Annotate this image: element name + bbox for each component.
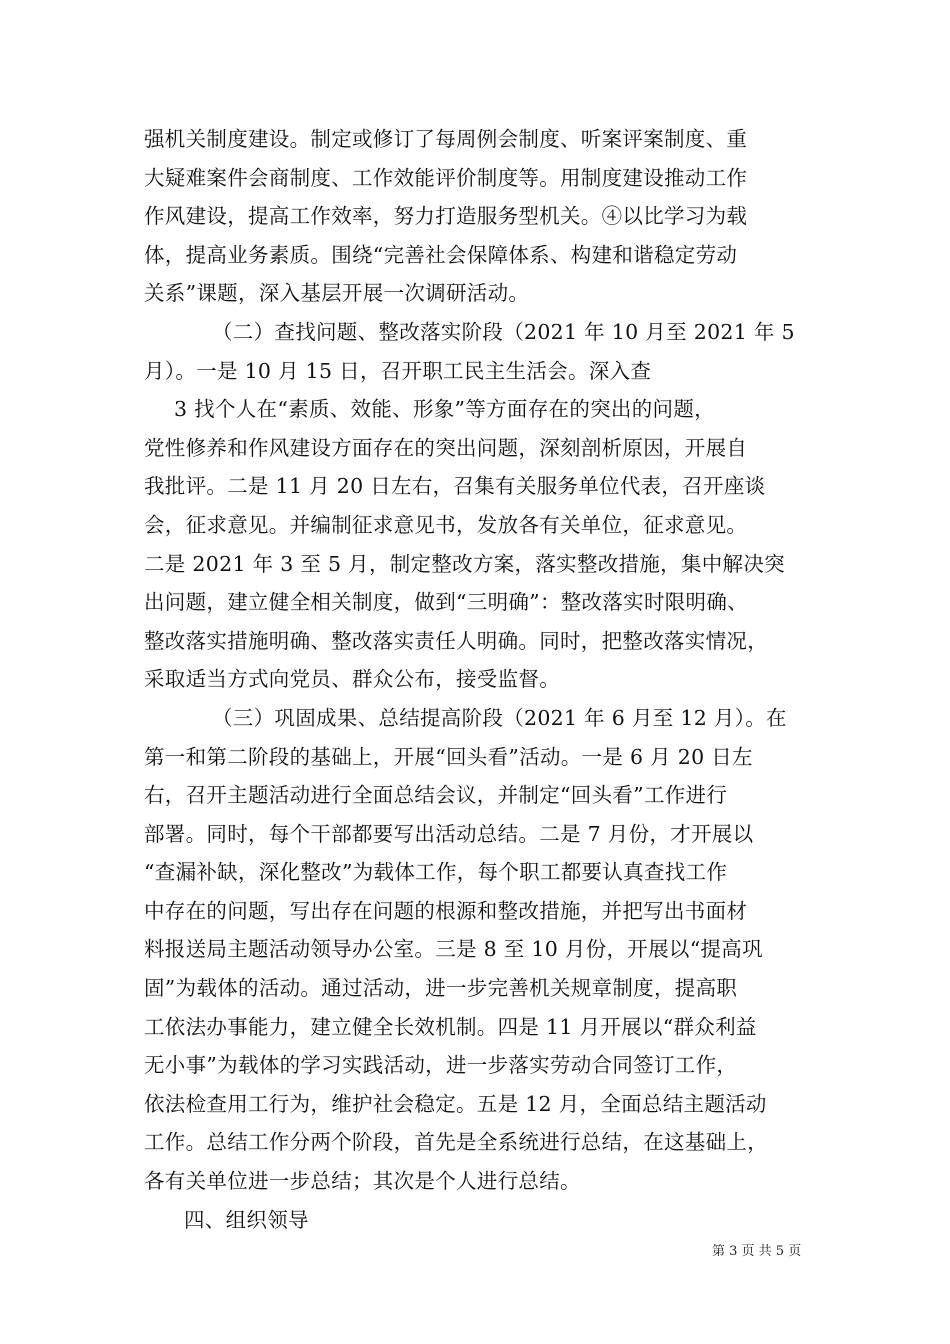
- body-line-13: 出问题，建立健全相关制度，做到“三明确”：整改落实时限明确、: [144, 590, 748, 615]
- body-line-14: 整改落实措施明确、整改落实责任人明确。同时，把整改落实情况，: [144, 628, 768, 653]
- body-line-12: 二是 2021 年 3 至 5 月，制定整改方案，落实整改措施，集中解决突: [144, 551, 785, 576]
- body-line-18: 右，召开主题活动进行全面总结会议，并制定“回头看”工作进行: [144, 783, 728, 808]
- body-line-24: 工依法办事能力，建立健全长效机制。四是 11 月开展以“群众利益: [144, 1014, 757, 1039]
- body-line-7: 月）。一是 10 月 15 日，召开职工民主生活会。深入查: [144, 358, 652, 383]
- body-line-1: 强机关制度建设。制定或修订了每周例会制度、听案评案制度、重: [144, 127, 748, 151]
- body-line-19: 部署。同时，每个干部都要写出活动总结。二是 7 月份，才开展以: [144, 821, 754, 846]
- body-line-20: “查漏补缺，深化整改”为载体工作，每个职工都要认真查找工作: [144, 860, 728, 885]
- body-line-21: 中存在的问题，写出存在问题的根源和整改措施，并把写出书面材: [144, 898, 748, 923]
- section-heading-2: （二）查找问题、整改落实阶段（2021 年 10 月至 2021 年 5: [212, 319, 795, 344]
- body-line-22: 料报送局主题活动领导办公室。三是 8 至 10 月份，开展以“提高巩: [144, 937, 763, 962]
- body-line-23: 固”为载体的活动。通过活动，进一步完善机关规章制度，提高职: [144, 976, 738, 1001]
- section-heading-4: 四、组织领导: [184, 1207, 309, 1232]
- page-number-footer: 第 3 页 共 5 页: [712, 1244, 802, 1259]
- body-line-26: 依法检查用工行为，维护社会稳定。五是 12 月，全面总结主题活动: [144, 1091, 767, 1116]
- document-body: [144, 120, 824, 1239]
- body-line-3: 作风建设，提高工作效率，努力打造服务型机关。④以比学习为载: [144, 204, 748, 229]
- body-line-17: 第一和第二阶段的基础上，开展“回头看”活动。一是 6 月 20 日左: [144, 744, 753, 769]
- body-line-4: 体，提高业务素质。围绕“完善社会保障体系、构建和谐稳定劳动: [144, 242, 738, 267]
- body-line-11: 会，征求意见。并编制征求意见书，发放各有关单位，征求意见。: [144, 512, 748, 537]
- body-line-5: 关系”课题，深入基层开展一次调研活动。: [144, 281, 530, 306]
- body-line-10: 我批评。二是 11 月 20 日左右，召集有关服务单位代表，召开座谈: [144, 474, 766, 499]
- body-line-27: 工作。总结工作分两个阶段，首先是全系统进行总结，在这基础上，: [144, 1130, 768, 1155]
- body-line-25: 无小事”为载体的学习实践活动，进一步落实劳动合同签订工作，: [144, 1053, 738, 1078]
- body-line-8: 3 找个人在“素质、效能、形象”等方面存在的突出的问题，: [174, 397, 715, 422]
- body-line-2: 大疑难案件会商制度、工作效能评价制度等。用制度建设推动工作: [144, 165, 748, 190]
- section-heading-3: （三）巩固成果、总结提高阶段（2021 年 6 月至 12 月）。在: [212, 705, 787, 730]
- body-line-9: 党性修养和作风建设方面存在的突出问题，深刻剖析原因，开展自: [144, 435, 748, 460]
- body-line-15: 采取适当方式向党员、群众公布，接受监督。: [144, 667, 560, 692]
- body-line-28: 各有关单位进一步总结；其次是个人进行总结。: [144, 1169, 581, 1194]
